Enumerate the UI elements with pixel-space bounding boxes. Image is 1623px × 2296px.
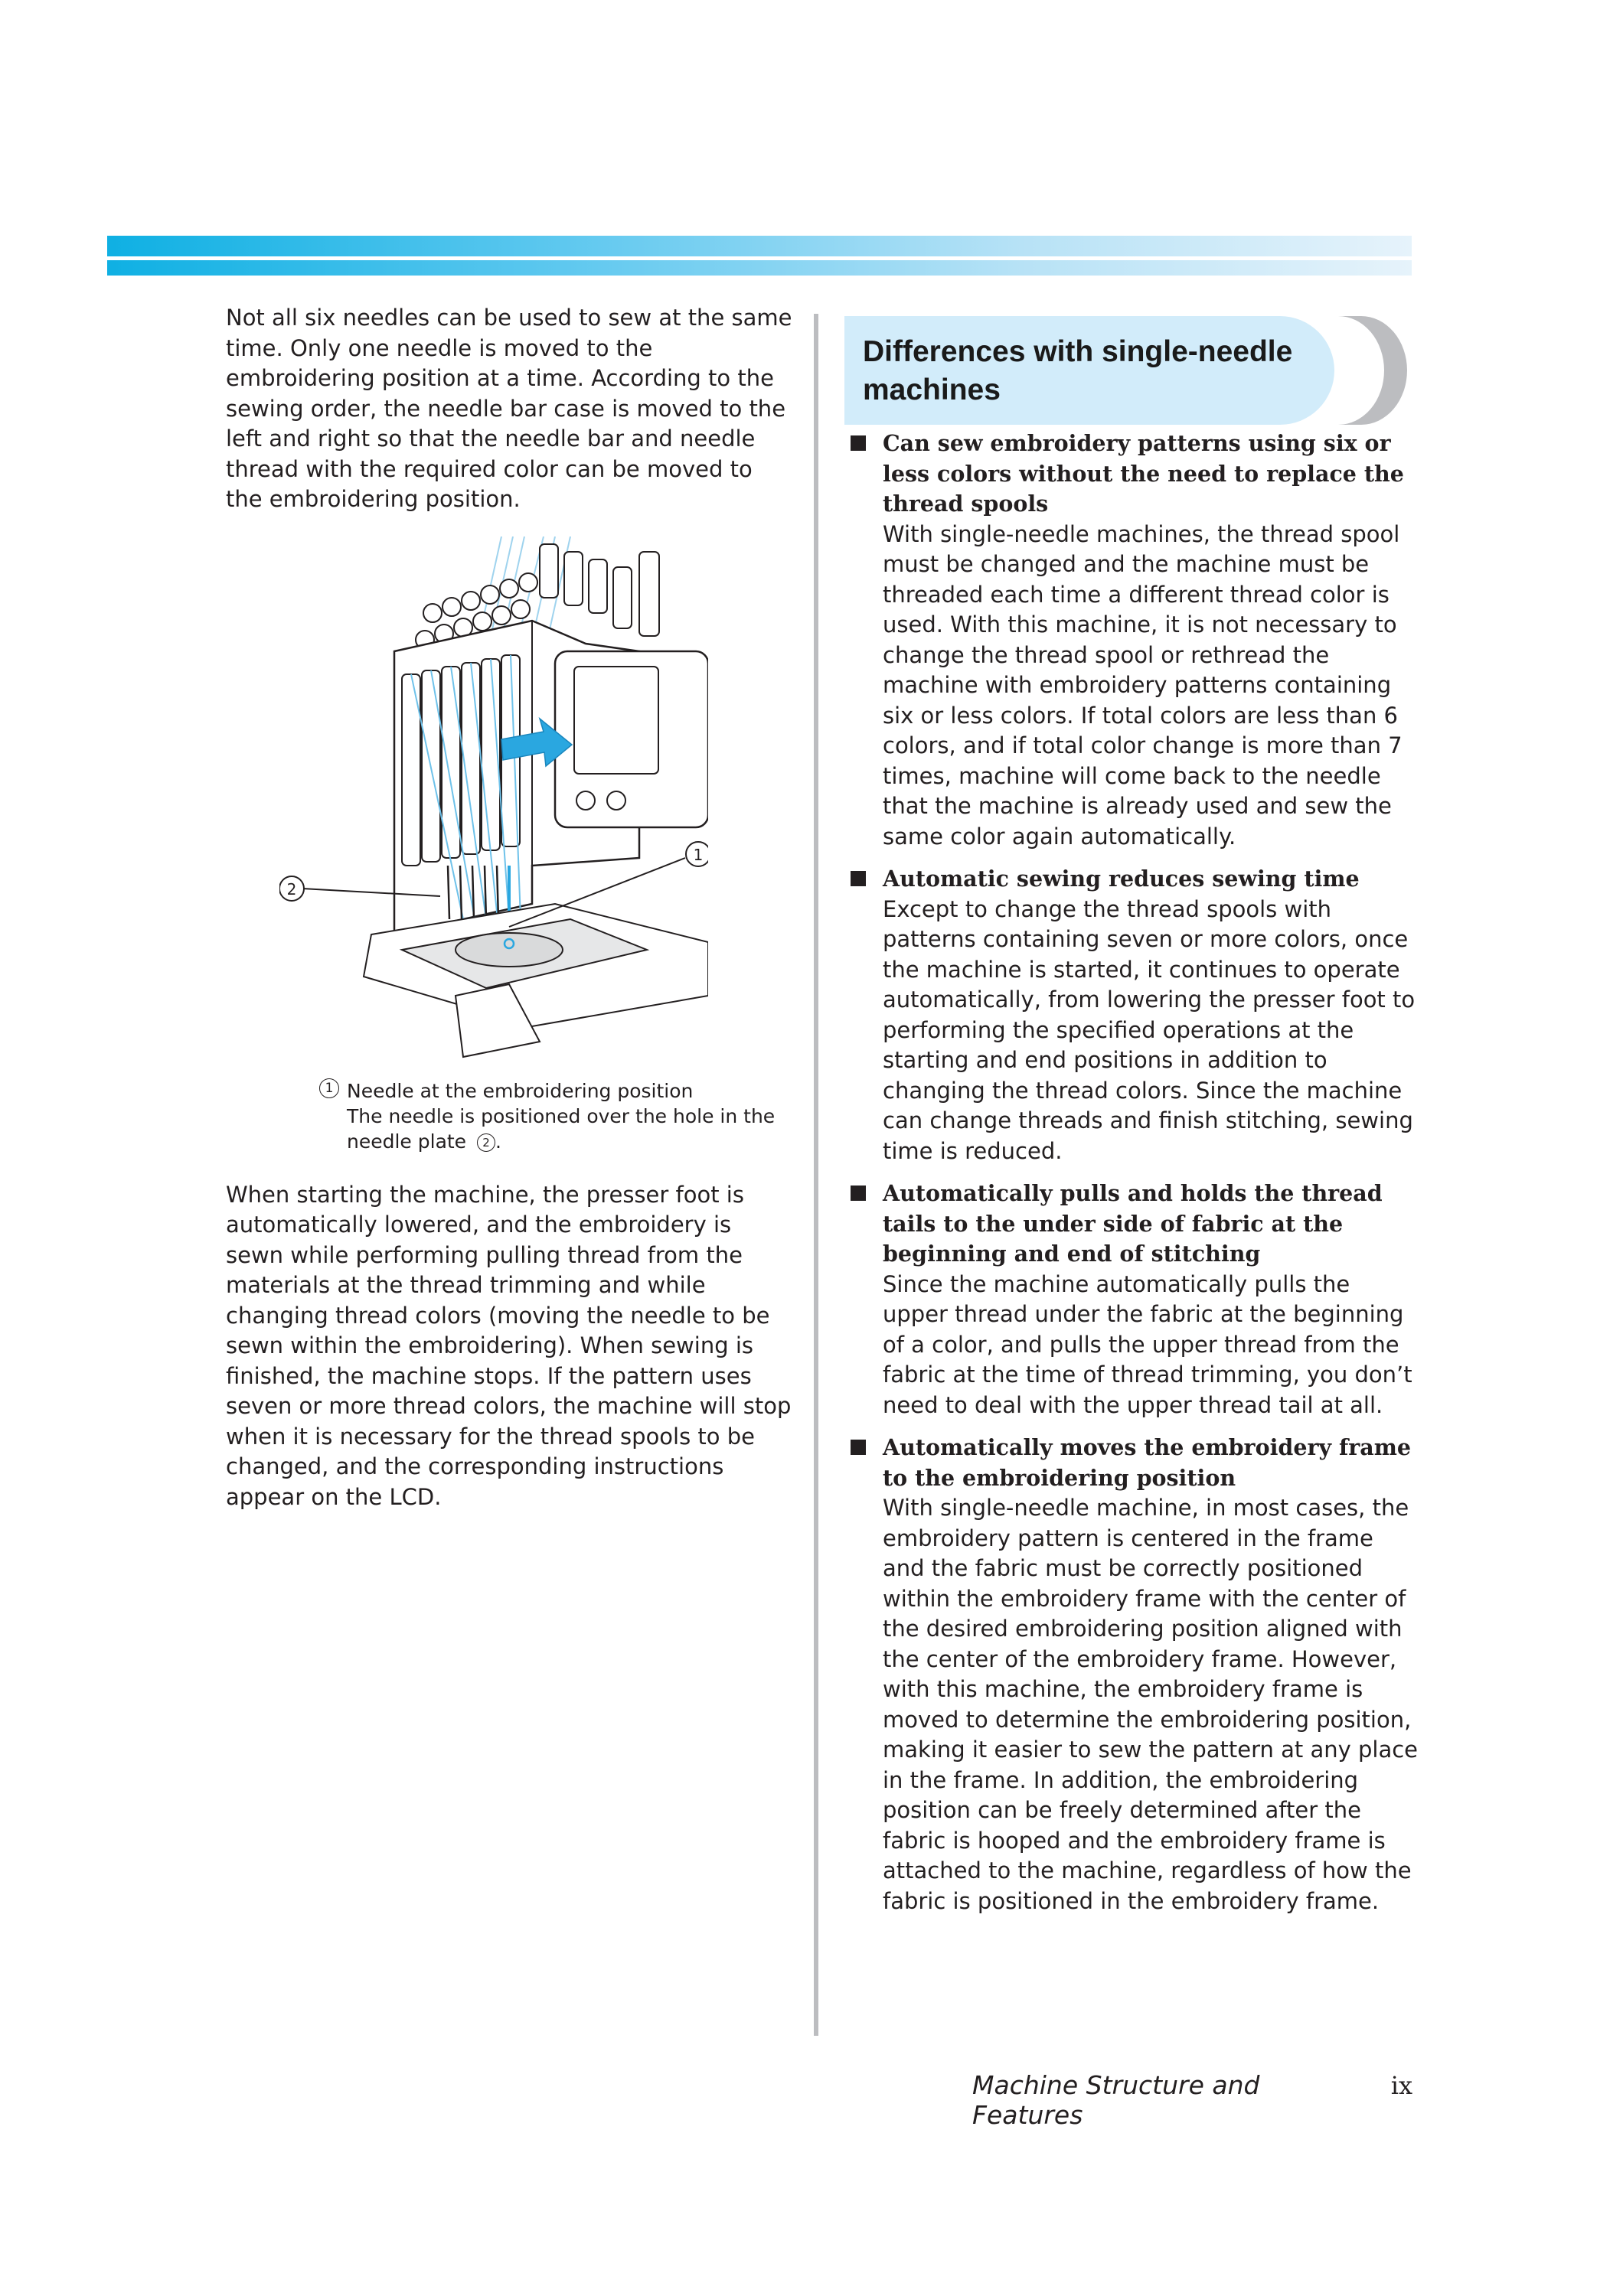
- header-band-bottom: [107, 260, 1412, 276]
- caption-line-1: Needle at the embroidering position: [347, 1079, 694, 1102]
- heading-title: Differences with single-needle machines: [863, 335, 1293, 406]
- feature-body: With single-needle machine, in most cases, the embroidery pattern is centered in the frame and the fabric must be correctly positioned within the embroidery frame with the center of the desired embroidering position aligned with the center of the embroidery frame. However, with this machine, the embroidery frame is moved to determine the embroidering position, making it easier to sew the pattern at any place in the frame. In addition, the embroidering position can be freely determined after the fabric is hooped and the embroidery frame is attached to the machine, regardless of how the fabric is positioned in the embroidery frame.: [883, 1495, 1419, 1914]
- caption-marker-1: 1: [319, 1078, 339, 1098]
- feature-body: With single-needle machines, the thread spool must be changed and the machine must be threaded each time a different thread color is used. With this machine, it is not necessary to change the thread spool or rethread the machine with embroidery patterns containing six or less colors. If total colors are less than 6 colors, and if total color change is more than 7 times, machine will come back to the needle that the machine is already used and sew the same color again automatically.: [883, 520, 1403, 850]
- feature-body: Except to change the thread spools with patterns containing seven or more colors, once the machine is started, it continues to operate automatically, from lowering the presser foot to performing the specified operations at the starting and end positions in addition to changing the thread colors. Since the machine can change threads and finish stitching, sewing time is reduced.: [883, 895, 1416, 1164]
- footer-section-title: Machine Structure and Features: [972, 2070, 1260, 2130]
- callout-2-label: 2: [286, 879, 297, 899]
- caption-line-3: [319, 1129, 792, 1154]
- feature-title: Can sew embroidery patterns using six or less colors without the need to replace the thread spools: [883, 430, 1404, 517]
- square-bullet-icon: [851, 1186, 866, 1201]
- square-bullet-icon: [851, 435, 866, 451]
- page-footer: [972, 2070, 1412, 2130]
- header-color-bar: [107, 236, 1412, 276]
- callout-1-marker: [686, 842, 708, 866]
- feature-item: [844, 429, 1420, 852]
- embroidery-machine-drawing: [279, 536, 708, 1072]
- left-column: [226, 303, 792, 1512]
- caption-marker-2: 2: [477, 1133, 495, 1152]
- square-bullet-icon: [851, 1440, 866, 1455]
- column-divider: [814, 314, 818, 2036]
- feature-title: Automatically moves the embroidery frame to the embroidering position: [883, 1434, 1411, 1491]
- body-paragraph: When starting the machine, the presser foot is automatically lowered, and the embroidery is sewn while performing pulling thread from the materials at the thread trimming and while changing thread colors (moving the needle to be sewn within the embroidering). When sewing is finished, the machine stops. If the pattern uses seven or more thread colors, the machine will stop when it is necessary for the thread spools to be changed, and the corresponding instructions appear on the LCD.: [226, 1181, 792, 1510]
- feature-body: Since the machine automatically pulls the upper thread under the fabric at the beginning of a color, and pulls the upper thread from the fabric at the time of thread trimming, you don’t need to deal with the upper thread tail at all.: [883, 1270, 1412, 1418]
- heading-end-cap: [1338, 316, 1407, 425]
- right-column: [844, 429, 1420, 1929]
- page-number: ix: [1390, 2071, 1412, 2100]
- callout-2-marker: [279, 876, 304, 901]
- feature-item: [844, 1179, 1420, 1420]
- feature-item: [844, 864, 1420, 1166]
- callout-1-label: 1: [693, 845, 704, 864]
- caption-line-3-text: needle plate: [347, 1130, 467, 1153]
- feature-item: [844, 1433, 1420, 1916]
- section-heading: [844, 316, 1420, 425]
- caption-line-3-end: .: [495, 1130, 501, 1153]
- feature-title: Automatically pulls and holds the thread tails to the under side of fabric at the beginning and end of stitching: [883, 1180, 1383, 1267]
- feature-title: Automatic sewing reduces sewing time: [883, 866, 1360, 892]
- machine-illustration: [279, 536, 708, 1072]
- intro-paragraph: Not all six needles can be used to sew at the same time. Only one needle is moved to the embroidering position at a time. According to the sewing order, the needle bar case is moved to the left and right so that the needle bar and needle thread with the required color can be moved to the embroidering position.: [226, 305, 792, 512]
- header-band-top: [107, 236, 1412, 256]
- figure-caption: [319, 1078, 792, 1154]
- caption-line-2: The needle is positioned over the hole in the: [347, 1104, 776, 1127]
- caption-row-1: [319, 1078, 792, 1104]
- square-bullet-icon: [851, 871, 866, 886]
